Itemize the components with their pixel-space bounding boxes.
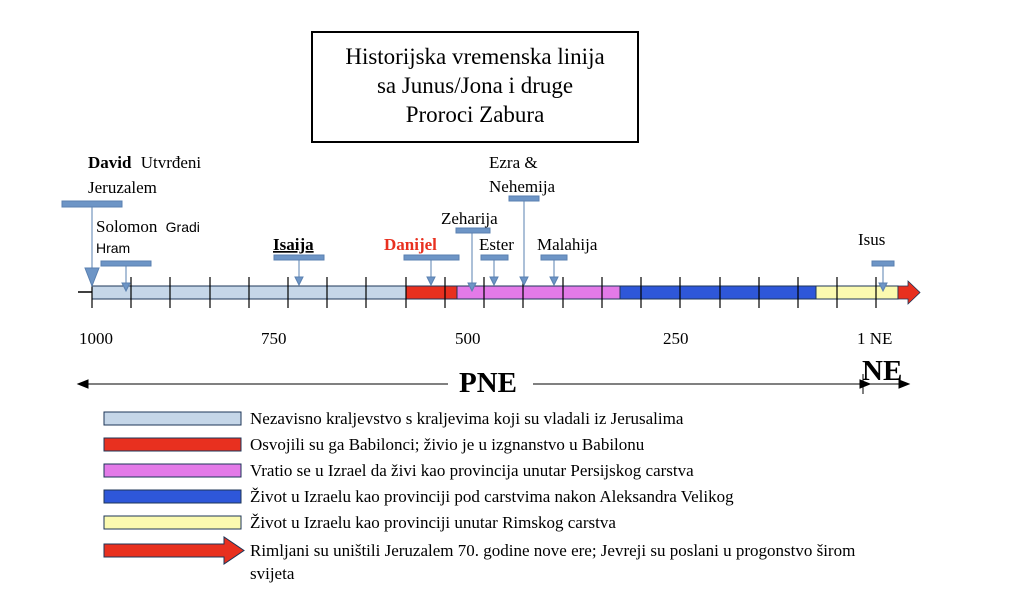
marker-arrow-david [85,268,99,286]
legend-swatch-3 [104,490,241,503]
label-solomon-line2: Hram [96,240,131,256]
marker-bar-solomon [101,261,151,266]
label-david-line2: Jeruzalem [88,178,157,197]
marker-bar-isaija [274,255,324,260]
tick-label-250: 250 [663,329,689,348]
marker-arrow-danijel [427,277,435,285]
marker-arrow-ester [490,277,498,285]
marker-bar-ezra [509,196,539,201]
legend-swatch-2 [104,464,241,477]
label-david-name: David [88,153,132,172]
legend-text-1: Osvojili su ga Babilonci; živio je u izgnanstvo u Babilonu [250,435,645,454]
label-zeharija: Zeharija [441,209,498,228]
marker-bar-david [62,201,122,207]
label-isus: Isus [858,230,886,249]
marker-bar-zeharija [456,228,490,233]
legend-swatch-1 [104,438,241,451]
period-hellenistic [620,286,816,299]
period-persian-province [457,286,620,299]
label-solomon [96,217,200,236]
marker-bar-ester [481,255,508,260]
label-solomon-rest: Gradi [165,219,200,235]
title-line-3: Proroci Zabura [405,102,545,127]
legend-text-3: Život u Izraelu kao provinciji pod carstvima nakon Aleksandra Velikog [250,487,734,506]
legend-swatch-0 [104,412,241,425]
label-david [88,153,201,172]
label-david-rest: Utvrđeni [140,153,202,172]
label-ester: Ester [479,235,514,254]
label-ezra-line2: Nehemija [489,177,556,196]
marker-arrow-isaija [295,277,303,285]
period-babylonian-exile [406,286,457,299]
tick-label-750: 750 [261,329,287,348]
era-label-pne: PNE [459,367,517,399]
legend-swatches [104,412,244,564]
legend-text-0: Nezavisno kraljevstvo s kraljevima koji su vladali iz Jerusalima [250,409,684,428]
legend-text-2: Vratio se u Izrael da živi kao provincija unutar Persijskog carstva [250,461,694,480]
era-label-ne: NE [862,355,903,387]
marker-arrow-malahija [550,277,558,285]
label-isaija: Isaija [273,235,314,254]
legend-swatch-4 [104,516,241,529]
tick-label-1ne: 1 NE [857,329,893,348]
label-danijel: Danijel [384,235,437,254]
axis-ticks [92,277,876,308]
period-roman-province [816,286,898,299]
label-solomon-name: Solomon [96,217,158,236]
tick-label-500: 500 [455,329,481,348]
legend-text-5-line2: svijeta [250,564,295,583]
tick-label-1000: 1000 [79,329,113,348]
legend-text-5: Rimljani su uništili Jeruzalem 70. godine nove ere; Jevreji su poslani u progonstvo širom [250,541,856,560]
marker-bar-isus [872,261,894,266]
label-ezra-line1: Ezra & [489,153,538,172]
marker-bar-danijel [404,255,459,260]
legend-text-4: Život u Izraelu kao provinciji unutar Rimskog carstva [250,513,616,532]
title-line-2: sa Junus/Jona i druge [376,73,574,98]
period-roman-destruction-arrow [898,281,920,304]
marker-arrow-ezra [520,277,528,285]
title-line-1: Historijska vremenska linija [345,44,605,69]
label-malahija: Malahija [537,235,598,254]
marker-bar-malahija [541,255,567,260]
legend-swatch-5-arrow [104,537,244,564]
